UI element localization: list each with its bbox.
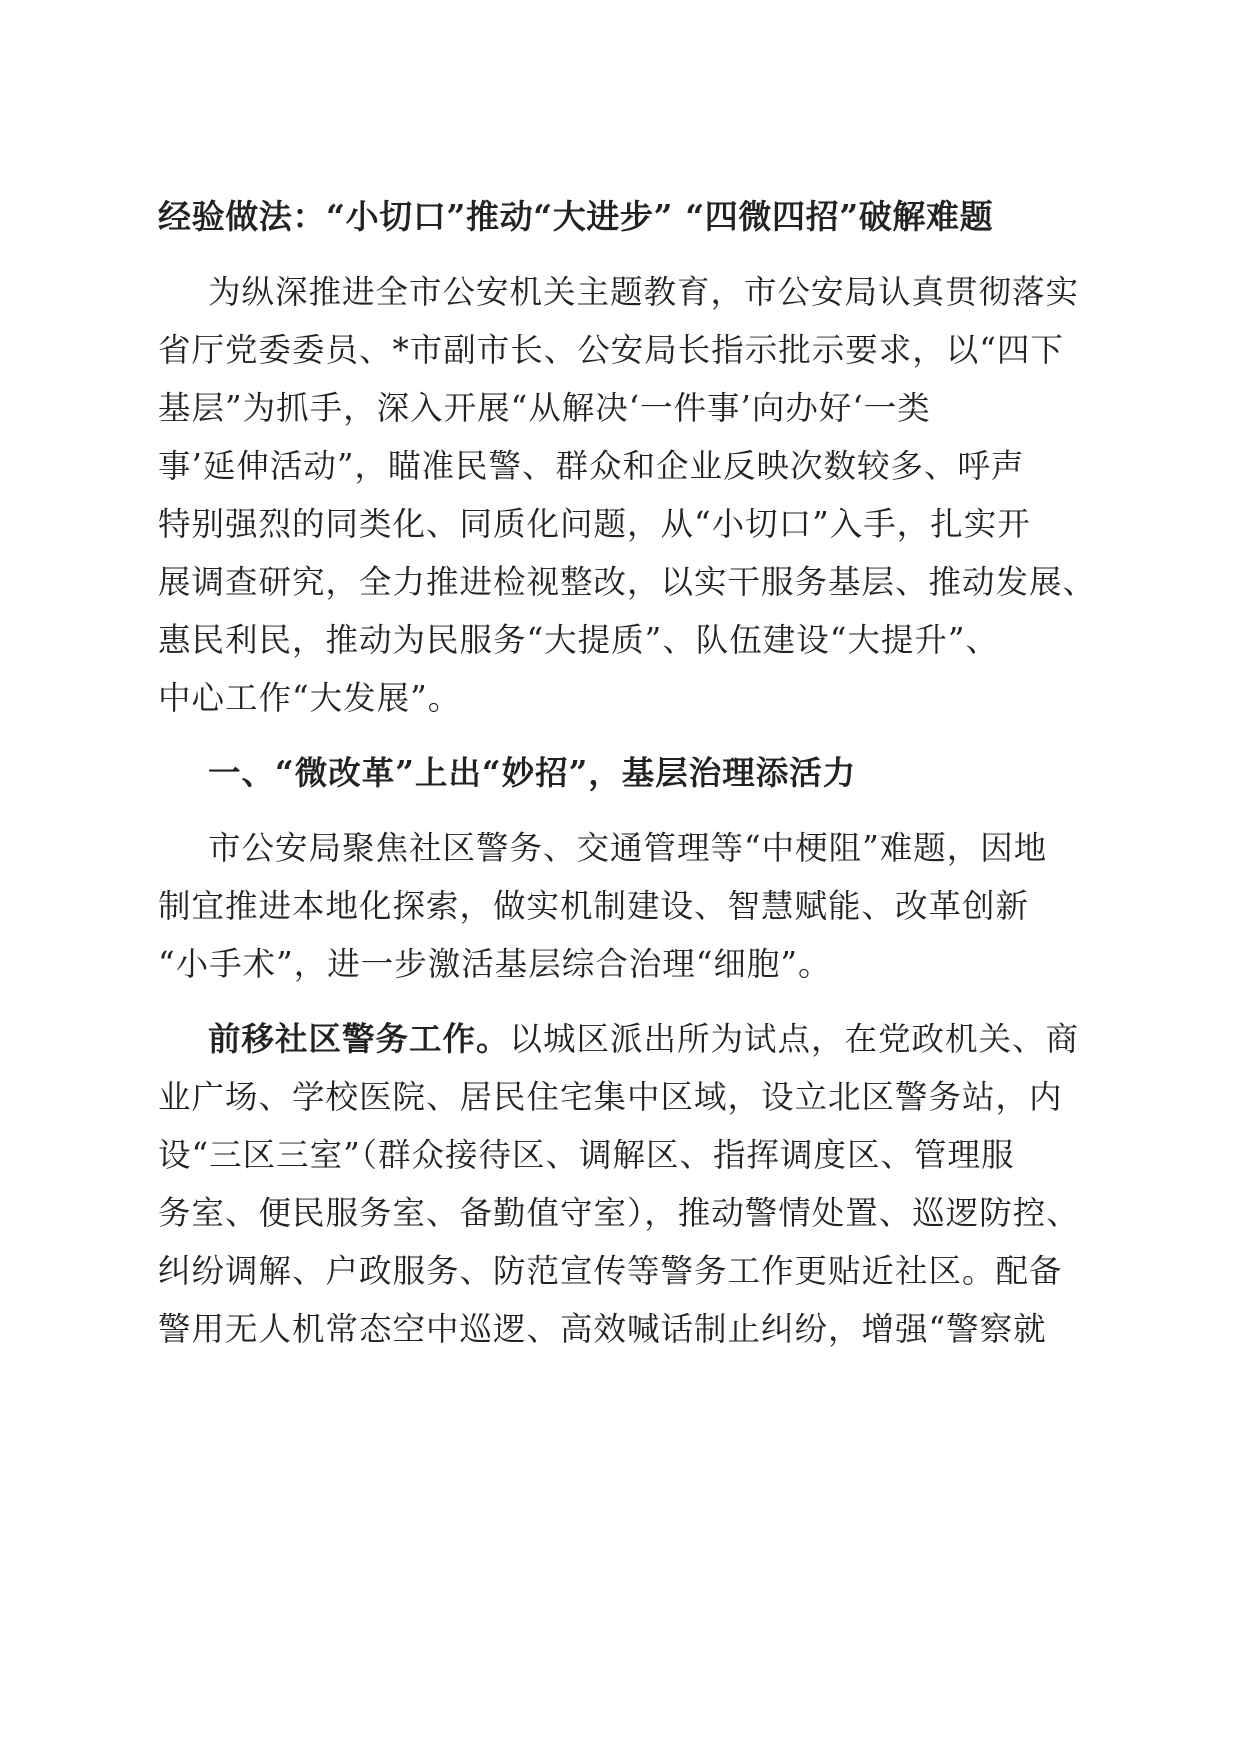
subsection-heading: 前移社区警务工作。 bbox=[208, 1019, 510, 1058]
section1-line-3: “小手术”，进一步激活基层综合治理“细胞”。 bbox=[158, 945, 832, 983]
intro-line-2: 省厅党委委员、*市副市长、公安局长指示批示要求，以“四下 bbox=[158, 331, 1064, 369]
subsection-line-6: 警用无人机常态空中巡逻、高效喊话制止纠纷，增强“警察就 bbox=[158, 1310, 1047, 1348]
subsection-line-1-rest: 以城区派出所为试点，在党政机关、商 bbox=[509, 1020, 1080, 1058]
intro-line-4: 事’延伸活动”，瞄准民警、群众和企业反映次数较多、呼声 bbox=[158, 447, 1025, 485]
section1-line-2: 制宜推进本地化探索，做实机制建设、智慧赋能、改革创新 bbox=[158, 887, 1030, 925]
section1-line-1: 市公安局聚焦社区警务、交通管理等“中梗阻”难题，因地 bbox=[208, 829, 1048, 867]
intro-line-7: 惠民利民，推动为民服务“大提质”、队伍建设“大提升”、 bbox=[158, 621, 999, 659]
intro-line-6: 展调查研究，全力推进检视整改，以实干服务基层、推动发展、 bbox=[158, 563, 1097, 601]
intro-line-5: 特别强烈的同类化、同质化问题，从“小切口”入手，扎实开 bbox=[158, 505, 1031, 543]
subsection-line-4: 务室、便民服务室、备勤值守室），推动警情处置、巡逻防控、 bbox=[158, 1194, 1080, 1232]
intro-line-1: 为纵深推进全市公安机关主题教育，市公安局认真贯彻落实 bbox=[208, 273, 1080, 311]
subsection-paragraph-first-line bbox=[208, 1019, 1079, 1059]
intro-line-3: 基层”为抓手，深入开展“从解决‘一件事’向办好‘一类 bbox=[158, 389, 931, 427]
subsection-line-2: 业广场、学校医院、居民住宅集中区域，设立北区警务站，内 bbox=[158, 1078, 1063, 1116]
document-title: 经验做法：“小切口”推动“大进步” “四微四招”破解难题 bbox=[158, 197, 994, 236]
subsection-line-3: 设“三区三室”（群众接待区、调解区、指挥调度区、管理服 bbox=[158, 1136, 1015, 1174]
section-heading-1: 一、“微改革”上出“妙招”，基层治理添活力 bbox=[208, 753, 857, 792]
intro-line-8: 中心工作“大发展”。 bbox=[158, 679, 462, 717]
subsection-line-5: 纠纷调解、户政服务、防范宣传等警务工作更贴近社区。配备 bbox=[158, 1252, 1063, 1290]
